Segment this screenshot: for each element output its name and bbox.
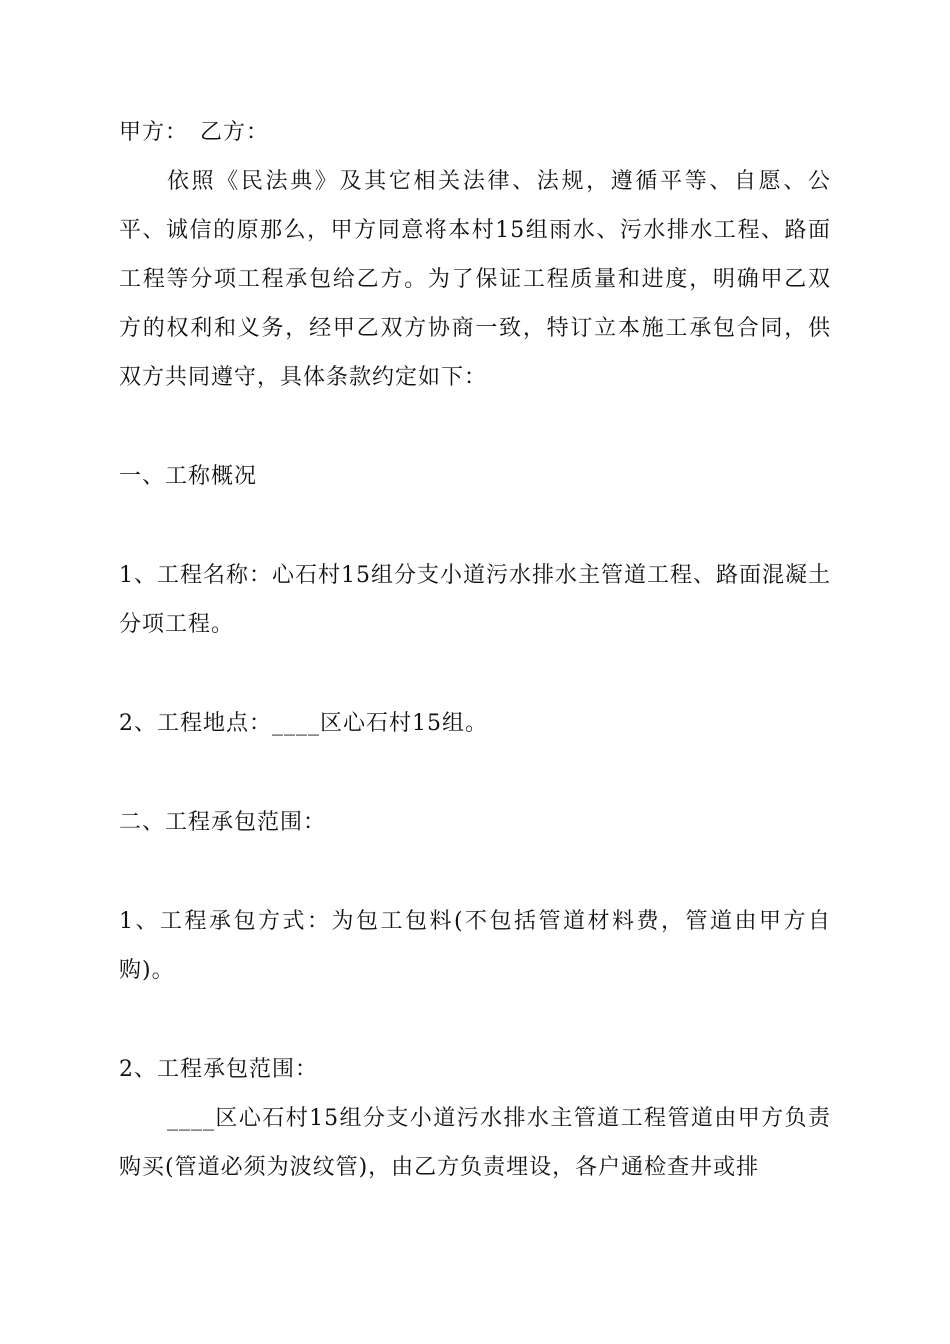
section-2-heading: 二、工程承包范围： bbox=[119, 810, 327, 835]
item-contract-method: 1、工程承包方式：为包工包料(不包括管道材料费，管道由甲方自购)。 bbox=[119, 909, 831, 983]
document-body bbox=[119, 108, 831, 1192]
item-project-location: 2、工程地点：____区心石村15组。 bbox=[119, 711, 488, 736]
contract-scope-paragraph: ____区心石村15组分支小道污水排水主管道工程管道由甲方负责购买(管道必须为波纹管)，由乙方负责埋设，各户通检查井或排 bbox=[119, 1106, 831, 1180]
parties-line: 甲方： 乙方： bbox=[119, 120, 270, 145]
item-contract-scope: 2、工程承包范围： bbox=[119, 1057, 318, 1082]
section-1-heading: 一、工称概况 bbox=[119, 464, 258, 489]
item-project-name: 1、工程名称：心石村15组分支小道污水排水主管道工程、路面混凝土分项工程。 bbox=[119, 563, 831, 637]
intro-paragraph: 依照《民法典》及其它相关法律、法规，遵循平等、自愿、公平、诚信的原那么，甲方同意将本村15组雨水、污水排水工程、路面工程等分项工程承包给乙方。为了保证工程质量和进度，明确甲乙双方的权利和义务，经甲乙双方协商一致，特订立本施工承包合同，供双方共同遵守，具体条款约定如下： bbox=[119, 169, 831, 390]
